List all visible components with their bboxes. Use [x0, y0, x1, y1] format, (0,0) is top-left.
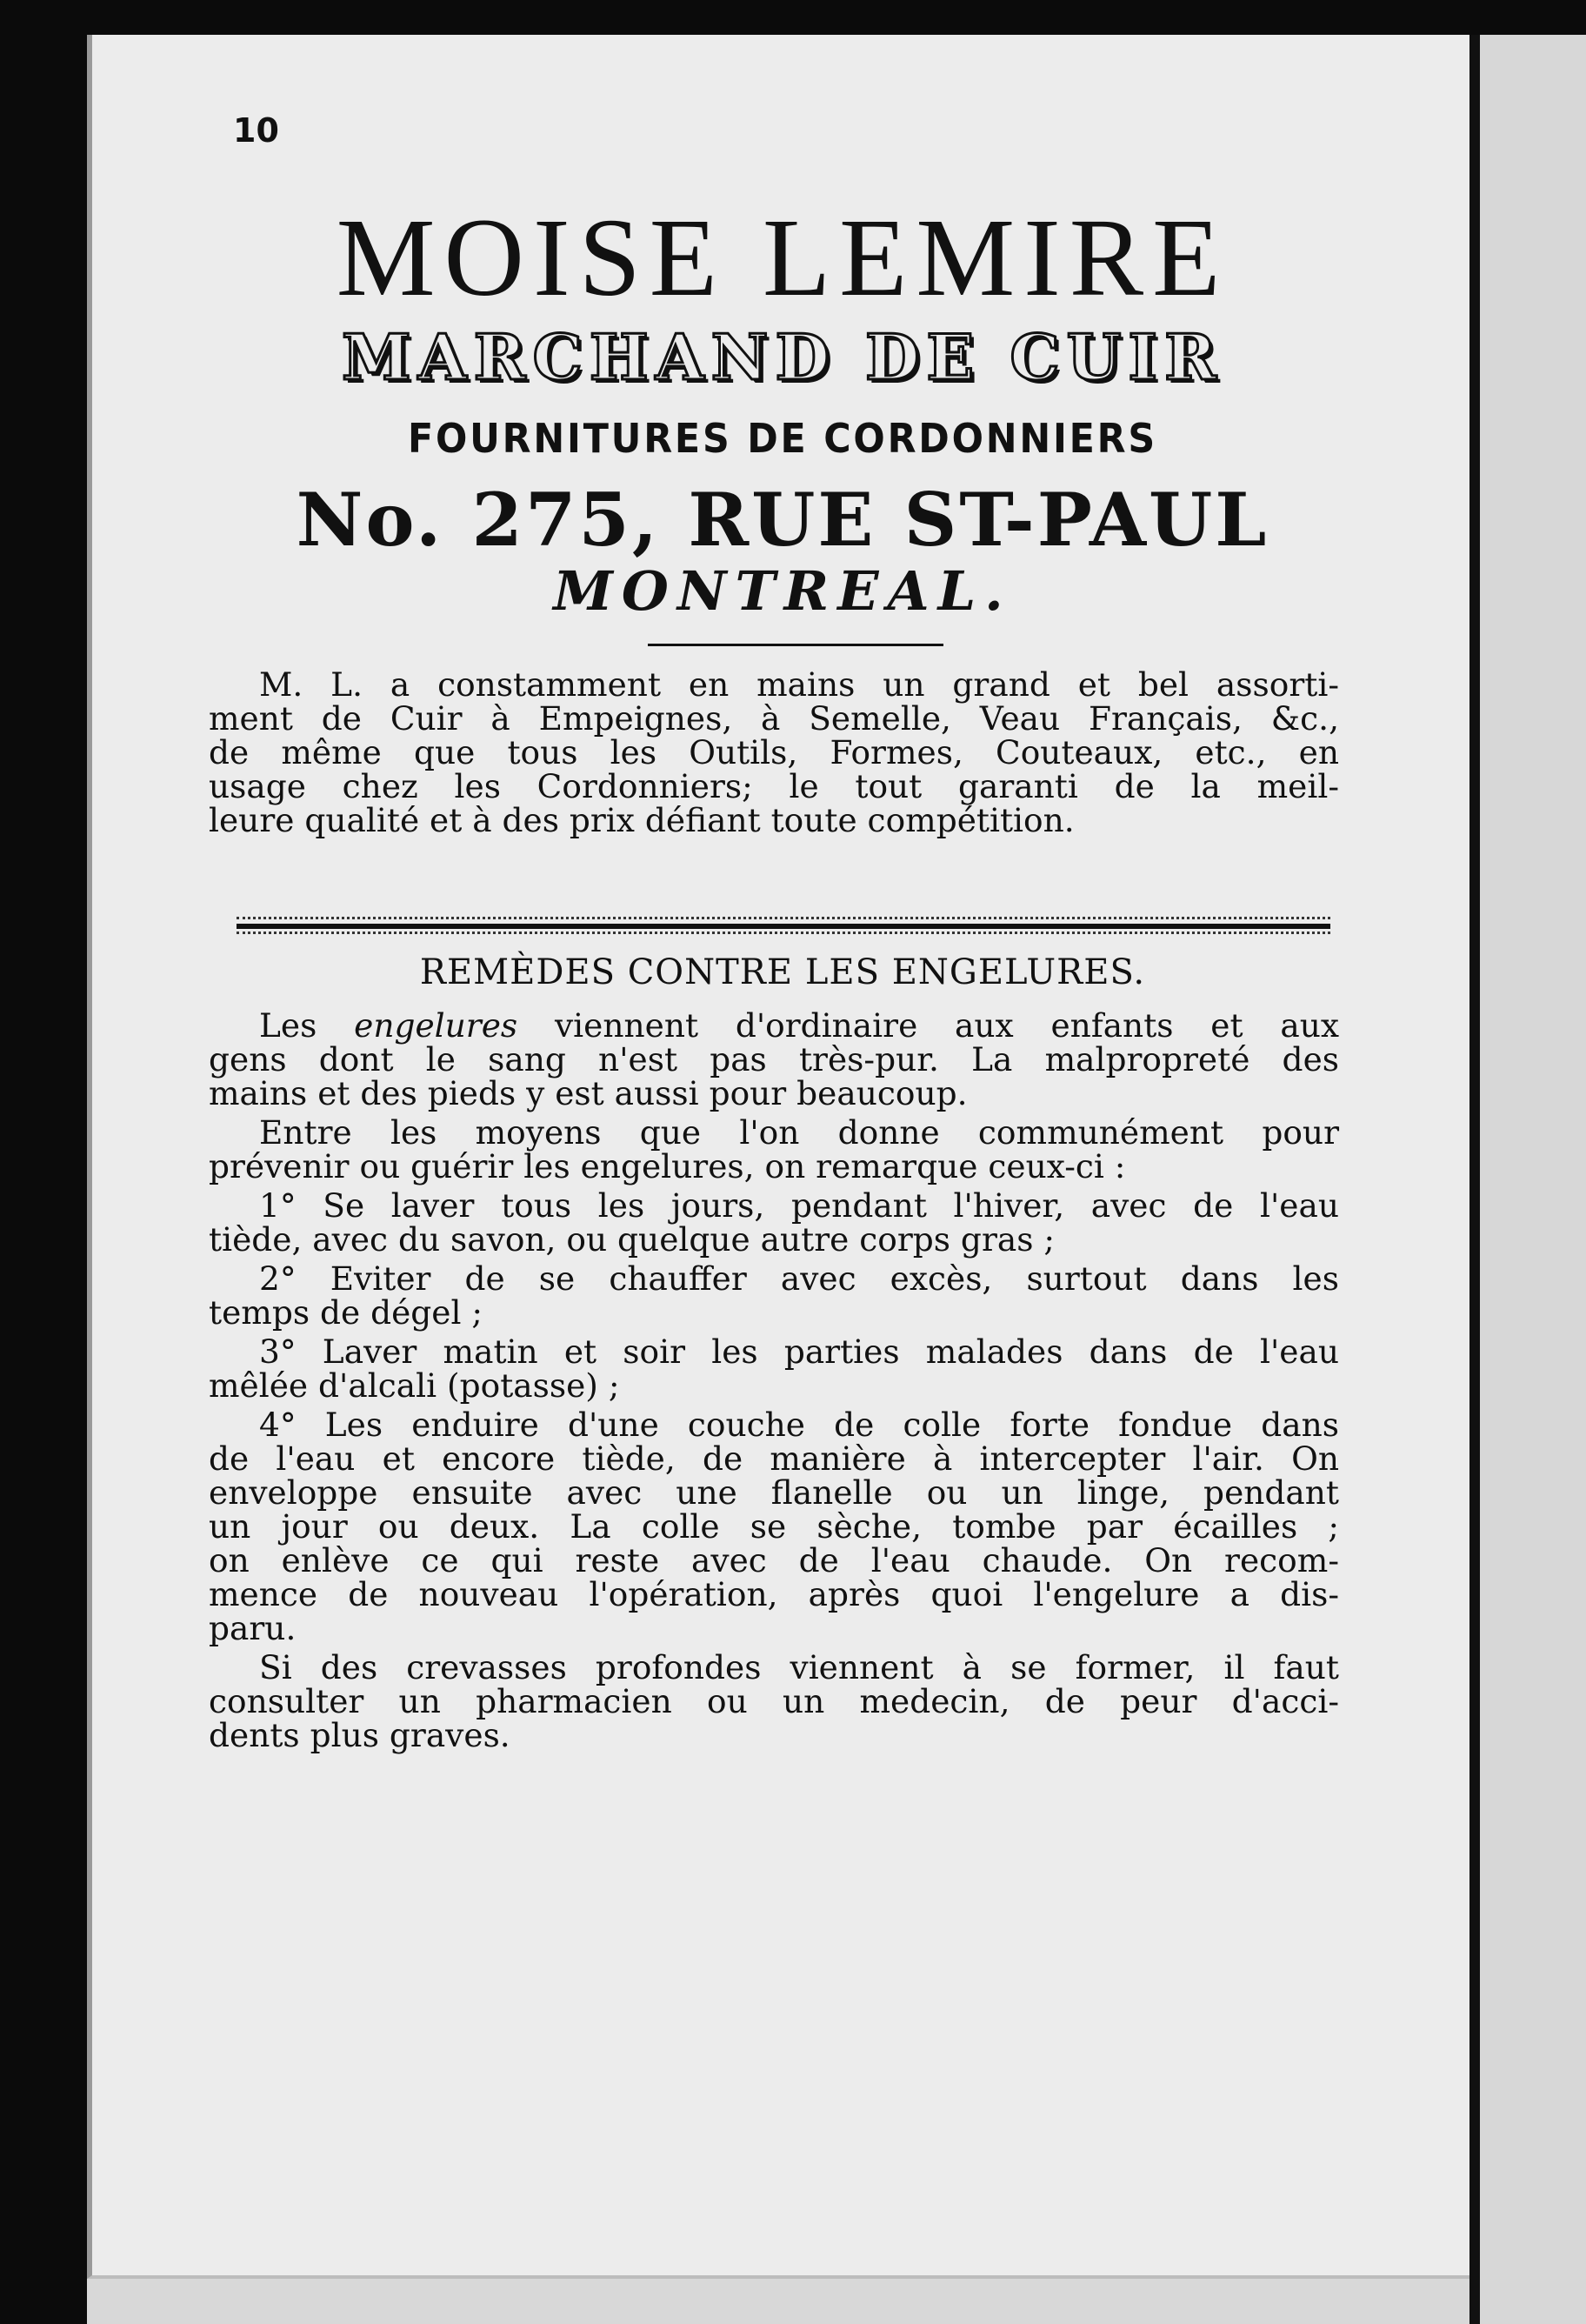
- article-line: mêlée d'alcali (potasse) ;: [209, 1366, 620, 1405]
- ad-line: leure qualité et à des prix défiant toute compétition.: [209, 801, 1075, 839]
- page-number: 10: [233, 111, 279, 150]
- article-line: prévenir ou guérir les engelures, on remarque ceux-ci :: [209, 1147, 1126, 1185]
- advertisement-text: [209, 665, 1339, 839]
- article-line: Entre les moyens que l'on donne communément pour: [259, 1113, 1339, 1152]
- article-line: dents plus graves.: [209, 1716, 510, 1754]
- advertiser-name: MOISE LEMIRE: [336, 196, 1229, 319]
- divider-short: [648, 644, 943, 646]
- ad-line: de même que tous les Outils, Formes, Couteaux, etc., en: [209, 733, 1339, 771]
- article-body: [209, 1006, 1339, 1754]
- article-line: [209, 1006, 1339, 1045]
- article-line: 1° Se laver tous les jours, pendant l'hiver, avec de l'eau: [259, 1186, 1339, 1225]
- ad-line: ment de Cuir à Empeignes, à Semelle, Veau Français, &c.,: [209, 699, 1339, 738]
- article-line: 4° Les enduire d'une couche de colle forte fondue dans: [259, 1406, 1339, 1444]
- article-line: mence de nouveau l'opération, après quoi l'engelure a dis-: [209, 1575, 1339, 1613]
- advertiser-trade: MARCHAND DE CUIR: [342, 320, 1223, 394]
- article-line: tiède, avec du savon, ou quelque autre corps gras ;: [209, 1220, 1056, 1259]
- article-line: un jour ou deux. La colle se sèche, tombe par écailles ;: [209, 1507, 1339, 1546]
- advertiser-city: MONTREAL.: [553, 559, 1012, 623]
- article-line: on enlève ce qui reste avec de l'eau chaude. On recom-: [209, 1541, 1339, 1579]
- ad-line: usage chez les Cordonniers; le tout garanti de la meil-: [209, 767, 1339, 805]
- ad-line: M. L. a constamment en mains un grand et bel assorti-: [259, 665, 1339, 704]
- emphasis-engelures: engelures: [354, 1006, 518, 1045]
- article-line: enveloppe ensuite avec une flanelle ou un linge, pendant: [209, 1473, 1339, 1512]
- article-line: temps de dégel ;: [209, 1293, 483, 1332]
- text-run: viennent d'ordinaire aux enfants et aux: [517, 1006, 1339, 1045]
- article-line: mains et des pieds y est aussi pour beaucoup.: [209, 1074, 968, 1112]
- article-line: paru.: [209, 1609, 297, 1647]
- article-line: 3° Laver matin et soir les parties malades dans de l'eau: [259, 1332, 1339, 1371]
- article-line: 2° Eviter de se chauffer avec excès, surtout dans les: [259, 1259, 1339, 1298]
- article-line: consulter un pharmacien ou un medecin, de peur d'acci-: [209, 1682, 1339, 1720]
- article-line: Si des crevasses profondes viennent à se former, il faut: [259, 1648, 1339, 1686]
- article-line: gens dont le sang n'est pas très-pur. La malpropreté des: [209, 1040, 1339, 1079]
- advertiser-address: No. 275, RUE ST-PAUL: [296, 477, 1269, 563]
- divider-thick: [237, 917, 1330, 934]
- advertiser-supplies: FOURNITURES DE CORDONNIERS: [407, 415, 1158, 462]
- article-title: REMÈDES CONTRE LES ENGELURES.: [419, 952, 1146, 992]
- article-line: de l'eau et encore tiède, de manière à intercepter l'air. On: [209, 1439, 1339, 1478]
- adjacent-page-edge: [1469, 35, 1586, 2324]
- text-run: Les: [259, 1006, 355, 1045]
